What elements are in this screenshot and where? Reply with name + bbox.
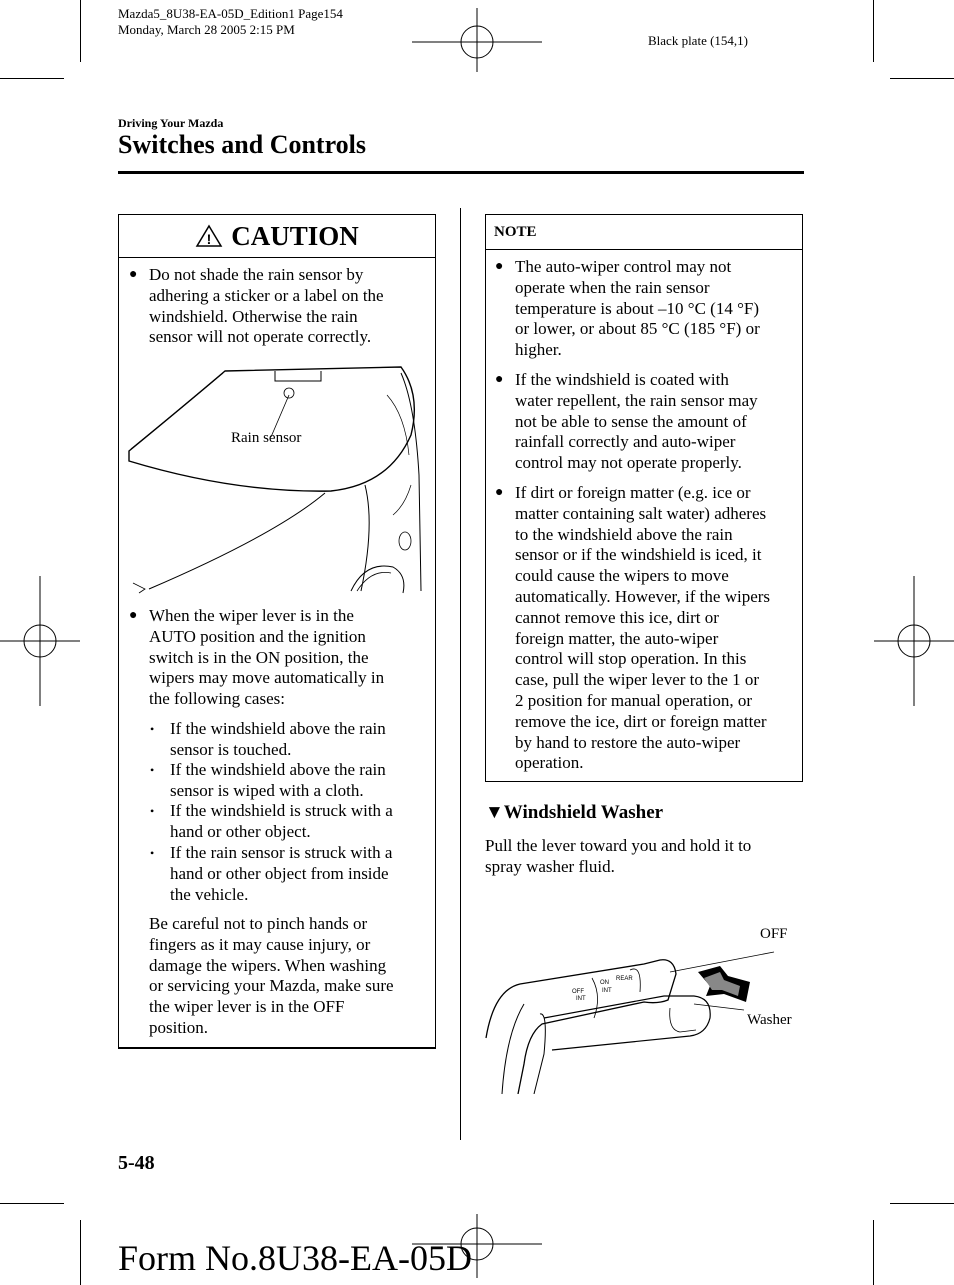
windshield-washer-body: Pull the lever toward you and hold it to spray washer fluid. [485, 836, 752, 876]
lever-mark-int: INT [576, 996, 586, 1002]
lever-mark-off: OFF [572, 989, 584, 995]
title-rule [118, 171, 804, 174]
note-title: NOTE [486, 215, 802, 250]
registration-mark-right [874, 576, 954, 706]
page-number: 5-48 [118, 1152, 155, 1174]
crop-mark [890, 1203, 954, 1204]
lever-mark-int-2: INT [602, 988, 612, 994]
caution-sub-item: • If the rain sensor is struck with a hand or other object from inside the vehicle. [150, 843, 393, 904]
crop-mark [0, 1203, 64, 1204]
caution-closing-paragraph: Be careful not to pinch hands or fingers as it may cause injury, or damage the wipers. When washing or servicing your Mazda, make sure the wiper lever is in the OFF position. [149, 914, 394, 1037]
crop-mark [873, 1220, 874, 1285]
caution-sub-item: • If the windshield above the rain sensor is wiped with a cloth. [150, 760, 386, 800]
note-bullet: ● If the windshield is coated with water repellent, the rain sensor may not be able to sense the amount of rainfall correctly and auto-wiper control may not operate properly. [495, 370, 758, 473]
bullet-dot-icon: ● [495, 259, 504, 274]
print-header-line1: Mazda5_8U38-EA-05D_Edition1 Page154 [118, 6, 343, 21]
caution-sub-item: • If the windshield is struck with a hand or other object. [150, 801, 393, 841]
bullet-dot-icon: ● [495, 372, 504, 387]
caution-box [118, 214, 436, 1049]
lever-mark-on: ON [600, 980, 609, 986]
print-header [118, 6, 343, 38]
caution-sub-item: • If the windshield above the rain sensor is touched. [150, 719, 386, 759]
bullet-dot-icon: ● [495, 485, 504, 500]
caution-bullet-1: ● Do not shade the rain sensor by adhering a sticker or a label on the windshield. Otherwise the rain sensor will not operate correctly. [129, 265, 384, 347]
crop-mark [80, 0, 81, 62]
note-box [485, 214, 803, 782]
registration-mark-top [412, 8, 542, 72]
windshield-washer-heading: ▼Windshield Washer [485, 802, 664, 823]
caution-title: CAUTION [231, 220, 359, 251]
svg-text:!: ! [206, 231, 212, 247]
lever-washer-label: Washer [747, 1012, 792, 1028]
crop-mark [873, 0, 874, 62]
sub-bullet-icon: • [150, 846, 155, 860]
form-number: Form No.8U38-EA-05D [118, 1238, 472, 1278]
section-label: Driving Your Mazda [118, 116, 224, 130]
warning-triangle-icon [195, 224, 223, 248]
page-title: Switches and Controls [118, 130, 367, 159]
note-bullet: ● If dirt or foreign matter (e.g. ice or matter containing salt water) adheres to the windshield above the rain sensor or if the windshield is iced, it could cause the wipers to move automatically. However, if the wipers cannot remove this ice, dirt or foreign matter, the auto-wiper control will stop operation. In this case, pull the wiper lever to the 1 or 2 position for manual operation, or remove the ice, dirt or foreign matter by hand to restore the auto-wiper operation. [495, 483, 771, 773]
caution-header [119, 215, 435, 258]
note-bullet: ● The auto-wiper control may not operate when the rain sensor temperature is about –10 °C (14 °F) or lower, or about 85 °C (185 °F) or higher. [495, 257, 760, 360]
rain-sensor-label: Rain sensor [231, 430, 302, 446]
crop-mark [0, 78, 64, 79]
sub-bullet-icon: • [150, 763, 155, 777]
caution-bullet-2: ● When the wiper lever is in the AUTO position and the ignition switch is in the ON position, the wipers may move automatically in the following cases: [129, 606, 385, 709]
lever-mark-rear: REAR [616, 976, 633, 982]
print-header-line2: Monday, March 28 2005 2:15 PM [118, 22, 295, 37]
crop-mark [80, 1220, 81, 1285]
sub-bullet-icon: • [150, 804, 155, 818]
bullet-dot-icon: ● [129, 608, 138, 623]
registration-mark-left [0, 576, 80, 706]
rain-sensor-windshield-figure [125, 365, 423, 597]
plate-label: Black plate (154,1) [648, 33, 748, 48]
sub-bullet-icon: • [150, 722, 155, 736]
lever-off-label: OFF [760, 926, 788, 942]
column-divider [460, 208, 461, 1140]
crop-mark [890, 78, 954, 79]
bullet-dot-icon: ● [129, 267, 138, 282]
